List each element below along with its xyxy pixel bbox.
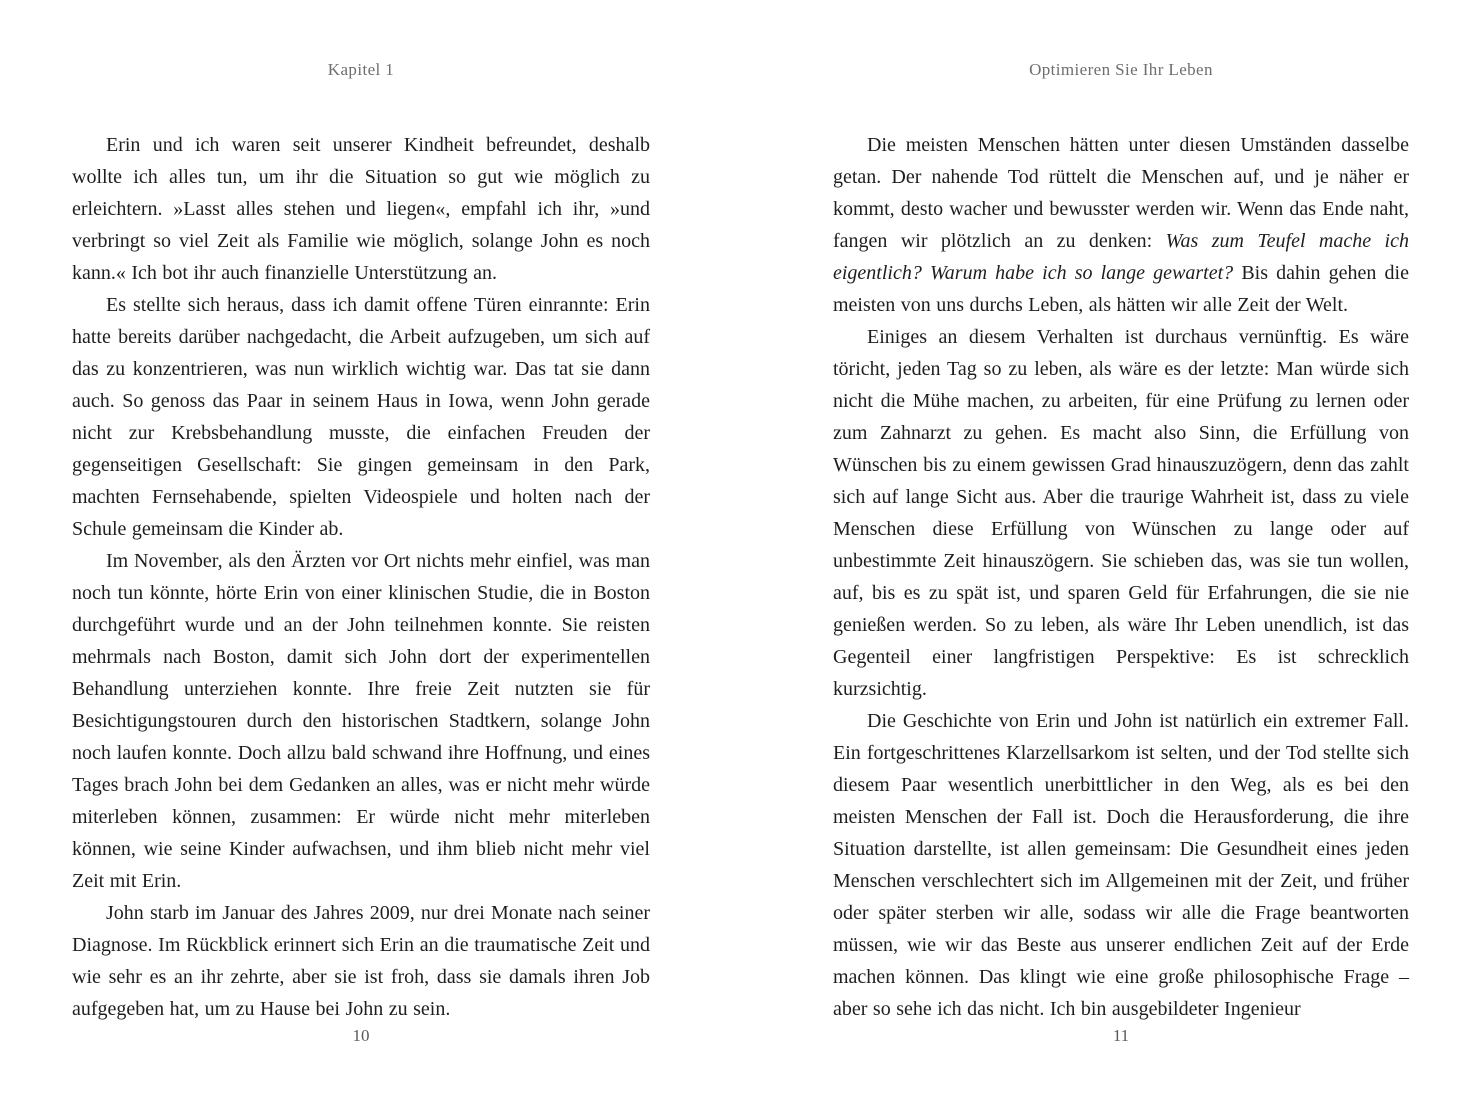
- text-run: Die Geschichte von Erin und John ist natürlich ein extremer Fall. Ein fortgeschrittenes Klarzellsarkom ist selten, und der Tod stellte sich diesem Paar wesentlich unerbittlicher in den Weg, als es bei den meisten Menschen der Fall ist. Doch die Herausforderung, die ihre Situation darstellte, ist allen gemeinsam: Die Gesundheit eines jeden Menschen verschlechtert sich im Allgemeinen mit der Zeit, und früher oder später sterben wir alle, sodass wir alle die Frage beantworten müssen, wie wir das Beste aus unserer endlichen Zeit auf der Erde machen können. Das klingt wie eine große philosophische Frage – aber so sehe ich das nicht. Ich bin ausgebildeter Ingenieur: [833, 710, 1409, 1020]
- paragraph: [72, 897, 650, 1025]
- page-number-right: 11: [1112, 1026, 1130, 1045]
- paragraph: [72, 545, 650, 897]
- running-header-chapter: Kapitel 1: [327, 60, 395, 79]
- paragraph: [833, 321, 1409, 705]
- text-run: John starb im Januar des Jahres 2009, nur drei Monate nach seiner Diagnose. Im Rückblick erinnert sich Erin an die traumatische Zeit und wie sehr es an ihr zehrte, aber sie ist froh, dass sie damals ihren Job aufgegeben hat, um zu Hause bei John zu sein.: [72, 902, 650, 1020]
- page-number-left: 10: [352, 1026, 370, 1045]
- page-left: [72, 0, 650, 1104]
- text-run: Einiges an diesem Verhalten ist durchaus vernünftig. Es wäre töricht, jeden Tag so zu leben, als wäre es der letzte: Man würde sich nicht die Mühe machen, zu arbeiten, für eine Prüfung zu lernen oder zum Zahnarzt zu gehen. Es macht also Sinn, die Erfüllung von Wünschen bis zu einem gewissen Grad hinauszuzögern, denn das zahlt sich auf lange Sicht aus. Aber die traurige Wahrheit ist, dass zu viele Menschen diese Erfüllung von Wünschen zu lange oder auf unbestimmte Zeit hinauszögern. Sie schieben das, was sie tun wollen, auf, bis es zu spät ist, und sparen Geld für Erfahrungen, die sie nie genießen werden. So zu leben, als wäre Ihr Leben unendlich, ist das Gegenteil einer langfristigen Perspektive: Es ist schrecklich kurzsichtig.: [833, 326, 1409, 700]
- text-run: Es stellte sich heraus, dass ich damit offene Türen einrannte: Erin hatte bereits darüber nachgedacht, die Arbeit aufzugeben, um sich auf das zu konzentrieren, was nun wirklich wichtig war. Das tat sie dann auch. So genoss das Paar in seinem Haus in Iowa, wenn John gerade nicht zur Krebsbehandlung musste, die einfachen Freuden der gegenseitigen Gesellschaft: Sie gingen gemeinsam in den Park, machten Fernsehabende, spielten Videospiele und holten nach der Schule gemeinsam die Kinder ab.: [72, 294, 650, 540]
- text-run: Im November, als den Ärzten vor Ort nichts mehr einfiel, was man noch tun könnte, hörte Erin von einer klinischen Studie, die in Boston durchgeführt wurde und an der John teilnehmen konnte. Sie reisten mehrmals nach Boston, damit sich John dort der experimentellen Behandlung unterziehen konnte. Ihre freie Zeit nutzten sie für Besichtigungstouren durch den historischen Stadtkern, solange John noch laufen konnte. Doch allzu bald schwand ihre Hoffnung, und eines Tages brach John bei dem Gedanken an alles, was er nicht mehr würde miterleben können, zusammen: Er würde nicht mehr miterleben können, wie seine Kinder aufwachsen, und ihm blieb nicht mehr viel Zeit mit Erin.: [72, 550, 650, 892]
- paragraph: [833, 129, 1409, 321]
- running-header-book-title: Optimieren Sie Ihr Leben: [1029, 60, 1213, 79]
- paragraph: [72, 289, 650, 545]
- text-run: Bis dahin gehen die meisten von uns durchs Leben, als hätten wir alle Zeit der Welt.: [833, 262, 1409, 316]
- page-body-right: [833, 129, 1409, 1025]
- text-run: Die meisten Menschen hätten unter diesen Umständen dasselbe getan. Der nahende Tod rüttelt die Menschen auf, und je näher er kommt, desto wacher und bewusster werden wir. Wenn das Ende naht, fangen wir plötzlich an zu denken:: [833, 134, 1409, 252]
- text-run: Erin und ich waren seit unserer Kindheit befreundet, deshalb wollte ich alles tun, um ihr die Situation so gut wie möglich zu erleichtern. »Lasst alles stehen und liegen«, empfahl ich ihr, »und verbringt so viel Zeit als Familie wie möglich, solange John es noch kann.« Ich bot ihr auch finanzielle Unterstützung an.: [72, 134, 650, 284]
- page-body-left: [72, 129, 650, 1025]
- text-run: Was zum Teufel mache ich eigentlich? Warum habe ich so lange gewartet?: [833, 230, 1409, 284]
- page-right: [833, 0, 1409, 1104]
- paragraph: [833, 705, 1409, 1025]
- paragraph: [72, 129, 650, 289]
